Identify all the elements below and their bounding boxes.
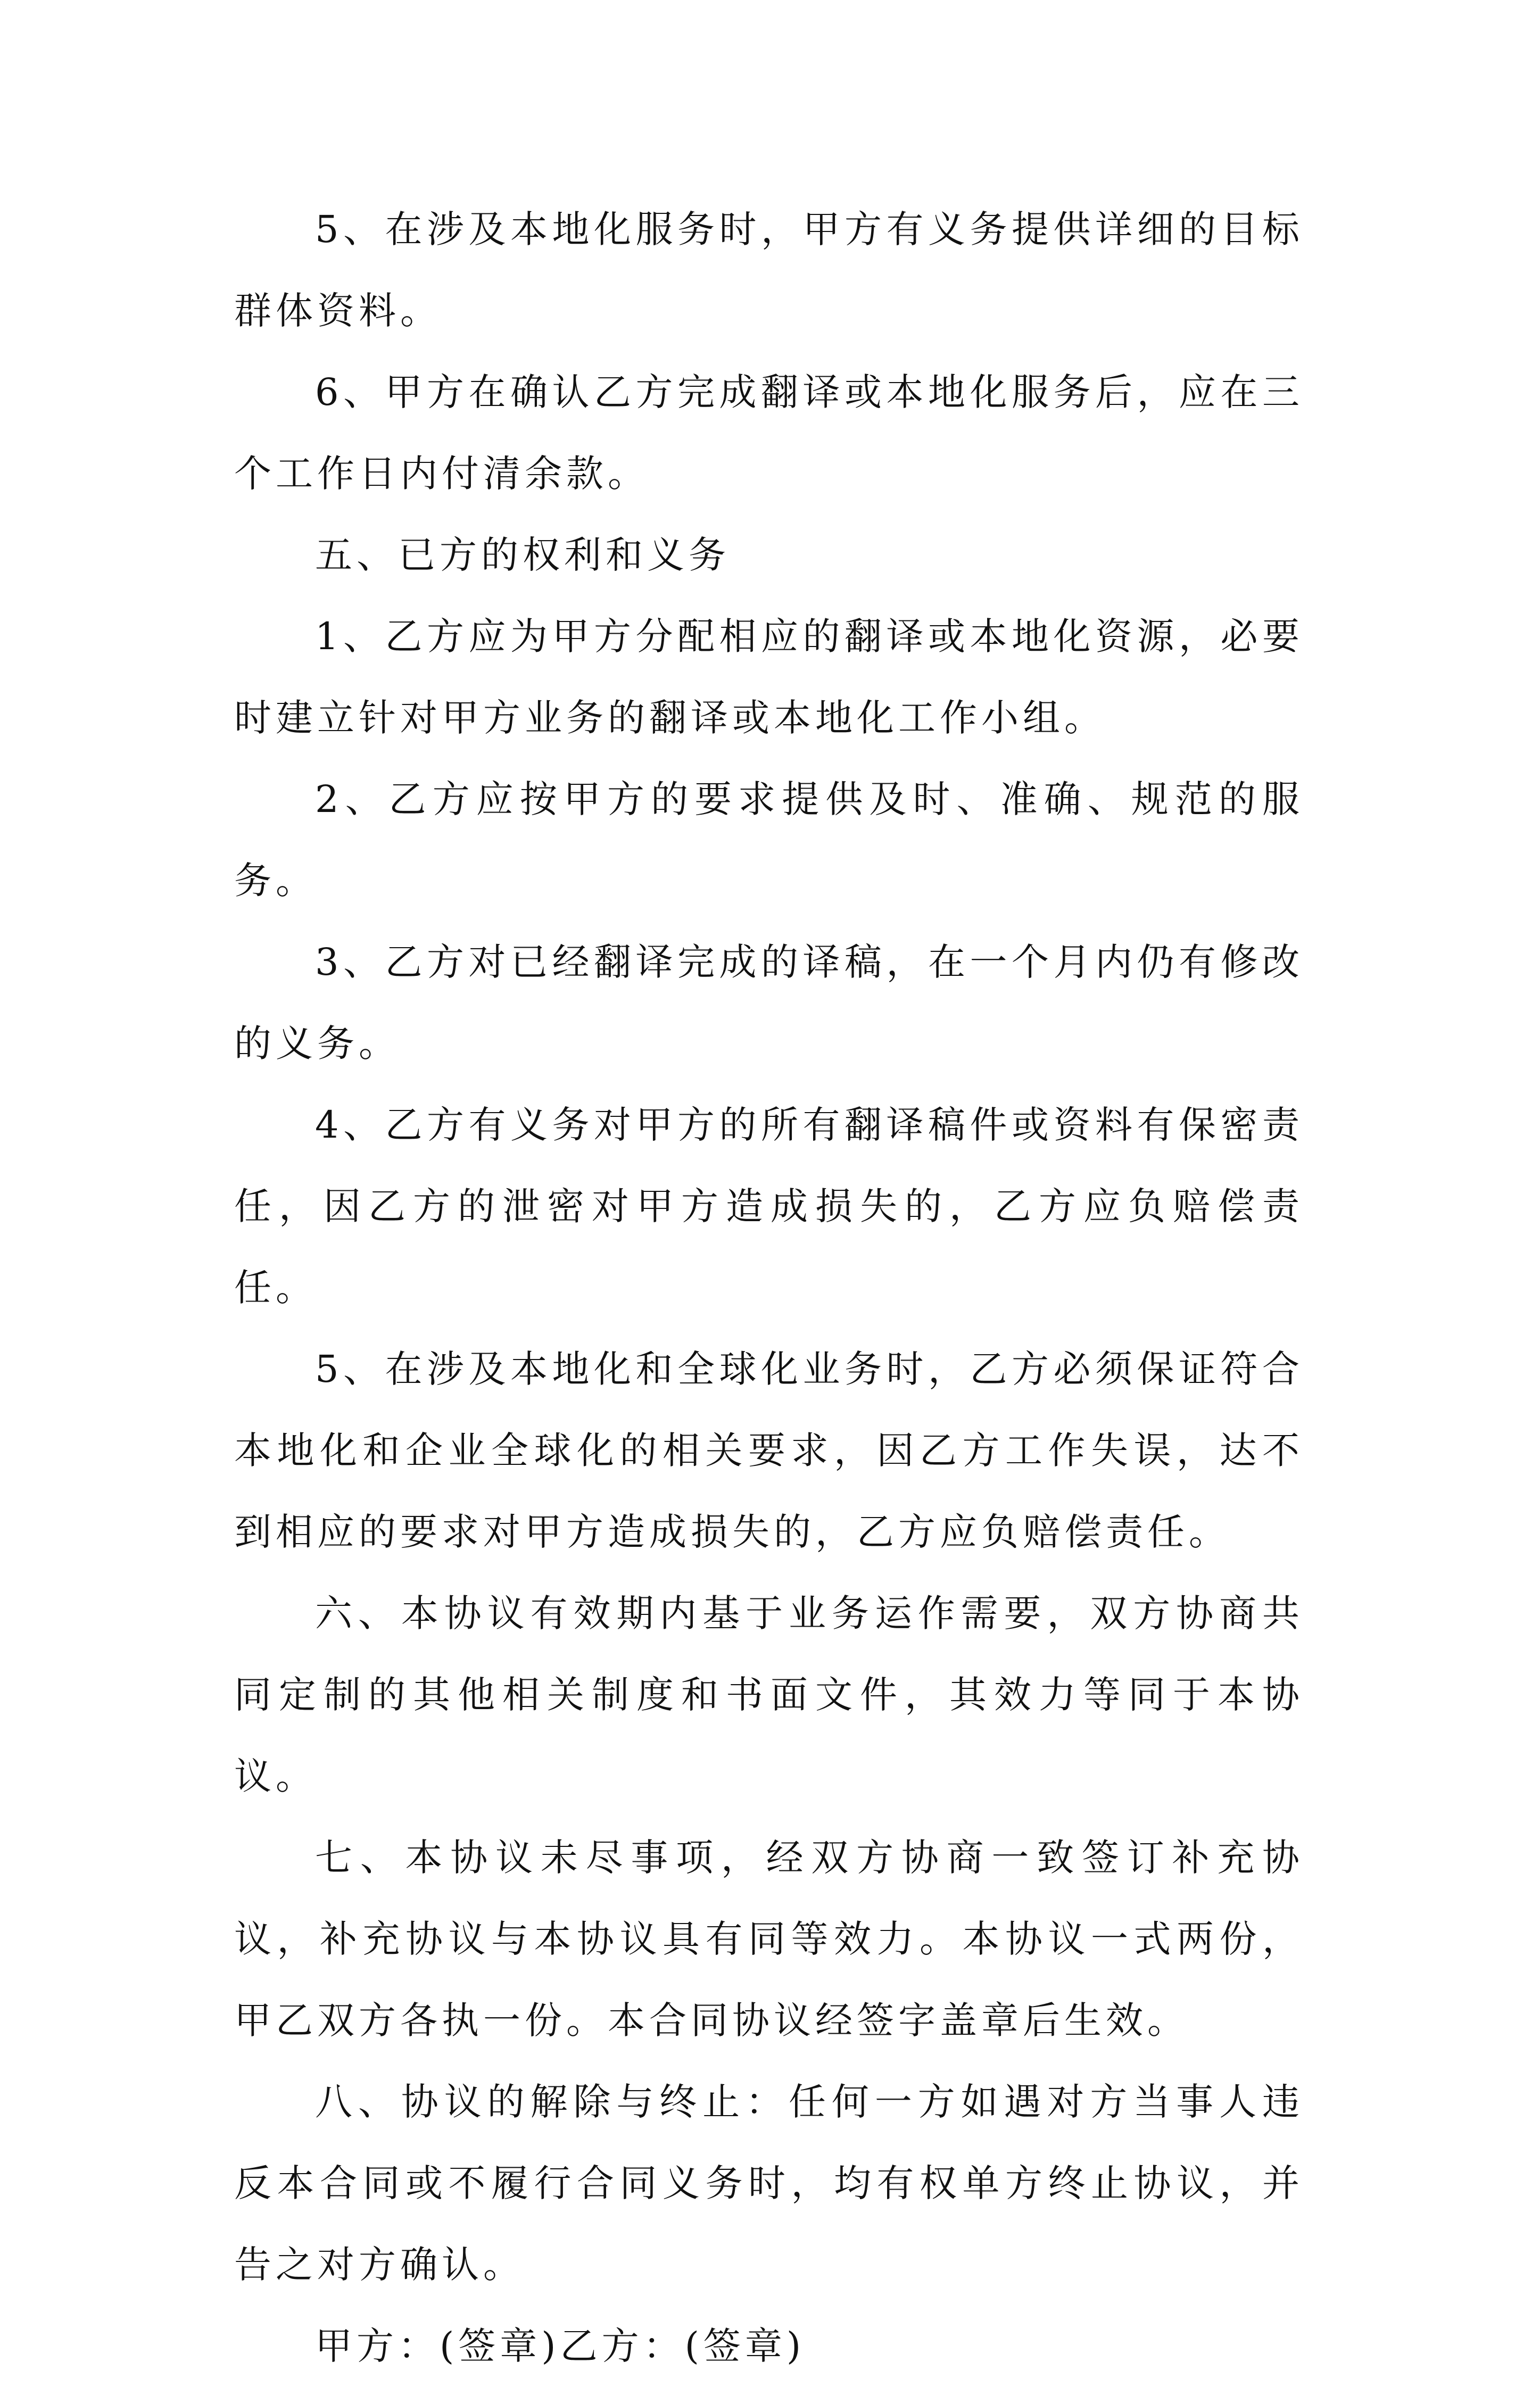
paragraph-item-4-confidentiality: 4、乙方有义务对甲方的所有翻译稿件或资料有保密责任，因乙方的泄密对甲方造成损失的，乙方应负赔偿责任。 (234, 1103, 1304, 1309)
section-8-termination: 八、协议的解除与终止：任何一方如遇对方当事人违反本合同或不履行合同义务时，均有权单方终止协议，并告之对方确认。 (234, 2080, 1304, 2286)
section-6-related-documents: 六、本协议有效期内基于业务运作需要，双方协商共同定制的其他相关制度和书面文件，其效力等同于本协议。 (234, 1592, 1304, 1798)
paragraph-item-5-localization-compliance: 5、在涉及本地化和全球化业务时，乙方必须保证符合本地化和企业全球化的相关要求，因乙方工作失误，达不到相应的要求对甲方造成损失的，乙方应负赔偿责任。 (234, 1347, 1304, 1554)
paragraph-item-1-resource-allocation: 1、乙方应为甲方分配相应的翻译或本地化资源，必要时建立针对甲方业务的翻译或本地化工作小组。 (234, 615, 1304, 740)
paragraph-item-6-balance-payment: 6、甲方在确认乙方完成翻译或本地化服务后，应在三个工作日内付清余款。 (234, 370, 1304, 495)
paragraph-item-5-target-materials: 5、在涉及本地化服务时，甲方有义务提供详细的目标群体资料。 (234, 208, 1304, 333)
signature-line: 甲方：(签章)乙方：(签章) (315, 2324, 806, 2368)
section-7-supplementary-agreement: 七、本协议未尽事项，经双方协商一致签订补充协议，补充协议与本协议具有同等效力。本协议一式两份，甲乙双方各执一份。本合同协议经签字盖章后生效。 (234, 1836, 1304, 2042)
document-body (234, 189, 1304, 2387)
paragraph-item-3-revision-duty: 3、乙方对已经翻译完成的译稿，在一个月内仍有修改的义务。 (234, 940, 1304, 1065)
section-heading-5-rights-obligations: 五、已方的权利和义务 (315, 533, 730, 577)
paragraph-item-2-service-quality: 2、乙方应按甲方的要求提供及时、准确、规范的服务。 (234, 777, 1304, 902)
